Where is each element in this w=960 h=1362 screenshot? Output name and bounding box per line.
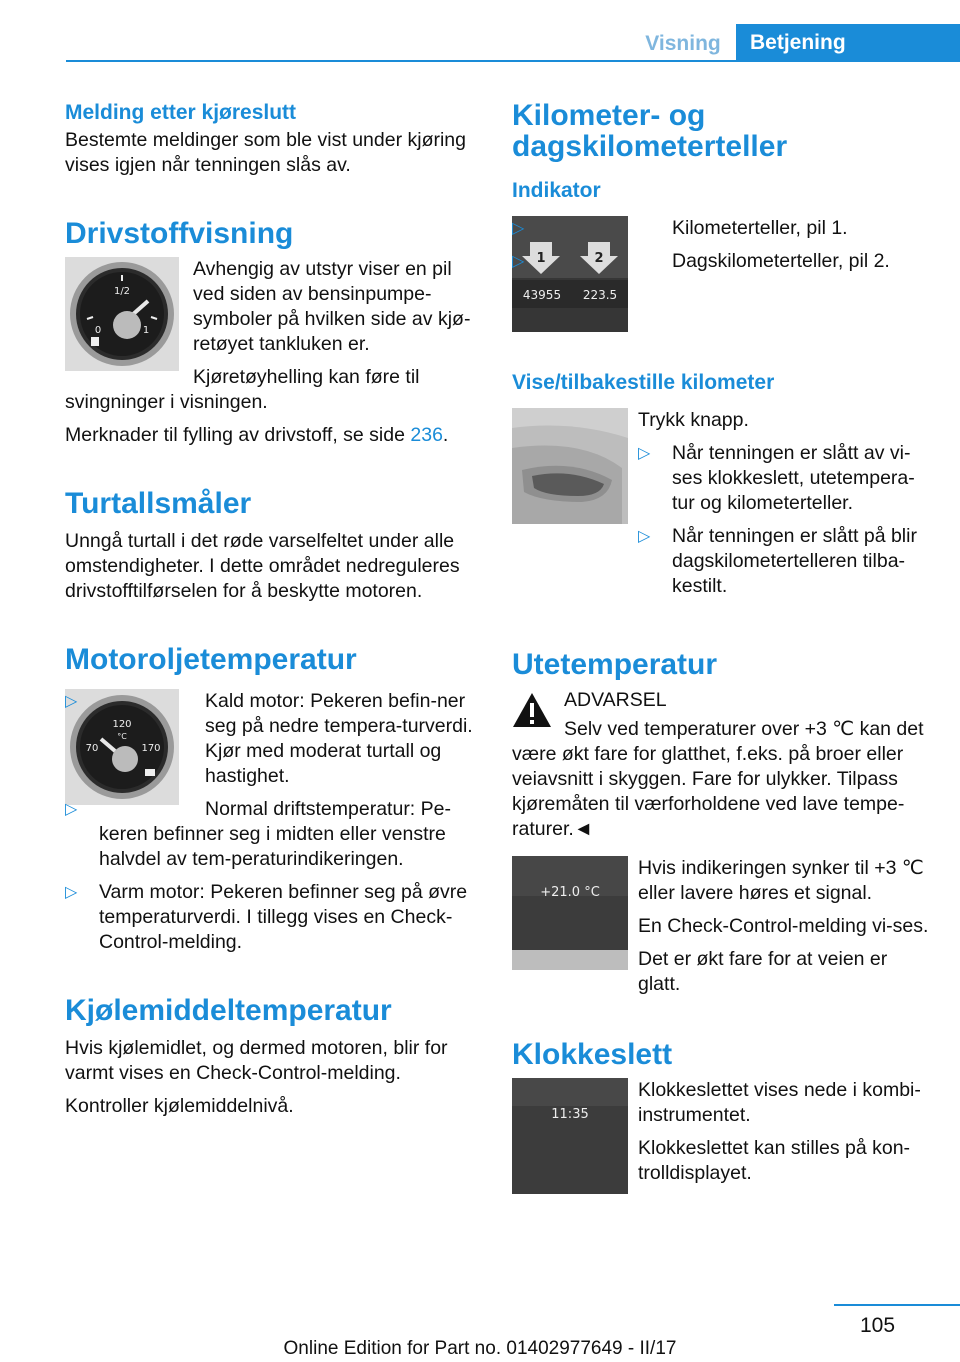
list-item (638, 524, 930, 599)
arrow-2-label: 2 (594, 251, 604, 266)
fuel-gauge-zero-label: 0 (94, 325, 102, 336)
reset-button-figure (512, 408, 628, 524)
page-header (0, 0, 960, 62)
fuel-page-link[interactable]: 236 (410, 424, 443, 446)
arrow-1-label: 1 (536, 251, 546, 266)
temp-display-figure (512, 856, 628, 970)
list-item-text: Når tenningen er slått på blir dagskilometertelleren tilba-kestilt. (672, 525, 917, 597)
section-title-drivstoff: Drivstoffvisning (65, 217, 294, 250)
triangle-bullet-icon: ▷ (638, 445, 651, 462)
triangle-bullet-icon: ▷ (65, 801, 78, 818)
fuel-text-3 (65, 423, 480, 448)
section-title-melding: Melding etter kjøreslutt (65, 101, 297, 124)
temp-display-icon (512, 856, 628, 970)
triangle-bullet-icon: ▷ (512, 253, 525, 270)
fuel-ref-text: Merknader til fylling av drivstoff, se side (65, 424, 411, 446)
page-number: 105 (860, 1314, 896, 1337)
list-item (65, 689, 480, 789)
clock-display-figure (512, 1078, 628, 1194)
clock-text-2: Klokkeslettet kan stilles på kon-trolldisplayet. (638, 1137, 911, 1184)
list-item (65, 797, 480, 872)
tab-visning[interactable]: Visning (645, 32, 721, 55)
footer-rule (834, 1304, 960, 1306)
fuel-gauge-figure (65, 257, 179, 371)
temp-text-3: Det er økt fare for at veien er glatt. (638, 948, 888, 995)
reset-knob-icon (512, 408, 628, 524)
oil-gauge-unit-label: °C (117, 732, 127, 741)
clock-display-icon (512, 1078, 628, 1194)
fuel-ref-end: . (442, 424, 449, 446)
warning-triangle-icon (512, 692, 552, 728)
list-item-text: Kilometerteller, pil 1. (672, 217, 848, 239)
right-column (512, 100, 930, 1202)
edition-footer: Online Edition for Part no. 01402977649 - II/17 (283, 1338, 677, 1359)
triangle-bullet-icon: ▷ (65, 884, 78, 901)
fuel-gauge-one-label: 1 (142, 325, 150, 336)
header-rule (66, 60, 960, 62)
oil-gauge-120-label: 120 (112, 719, 132, 730)
temp-text-2: En Check-Control-melding vi-ses. (638, 915, 929, 937)
warning-text: Selv ved temperaturer over +3 ℃ kan det være økt fare for glatthet, f.eks. på broer eller veiavsnitt i skyggen. Fare for ulykker. Tilpass kjøremåten til værforholdene ved lave tempe-raturer.◄ (512, 718, 924, 840)
reset-list (638, 441, 930, 607)
triangle-bullet-icon: ▷ (638, 528, 651, 545)
section-title-klokkeslett: Klokkeslett (512, 1038, 673, 1071)
oil-gauge-170-label: 170 (141, 743, 161, 754)
section-text-melding: Bestemte meldinger som ble vist under kjøring vises igjen når tenningen slås av. (65, 129, 466, 176)
clock-text-1: Klokkeslettet vises nede i kombi-instrumentet. (638, 1079, 921, 1126)
oil-gauge-70-label: 70 (85, 743, 99, 754)
odometer-value: 43955 (522, 288, 562, 302)
list-item (638, 441, 930, 516)
fuel-gauge-half-label: 1/2 (113, 286, 131, 297)
section-title-vise: Vise/tilbakestille kilometer (512, 371, 775, 394)
section-title-utetemperatur: Utetemperatur (512, 648, 718, 681)
list-item (512, 249, 930, 274)
warning-label: ADVARSEL (564, 689, 667, 711)
list-item-text: Normal driftstemperatur: Pe-keren befinner seg i midten eller venstre halvdel av tem-peraturindikeringen. (99, 798, 451, 870)
list-item-text: Når tenningen er slått av vi-ses klokkeslett, utetempera-tur og kilometerteller. (672, 442, 915, 514)
clock-display-value: 11:35 (551, 1107, 589, 1122)
tab-betjening[interactable]: Betjening (736, 24, 960, 62)
subtitle-indikator: Indikator (512, 179, 601, 202)
section-text-turtall: Unngå turtall i det røde varselfeltet under alle omstendigheter. I dette området nedreguleres drivstofftilførselen for å beskytte motoren. (65, 530, 460, 602)
triangle-bullet-icon: ▷ (512, 220, 525, 237)
reset-text: Trykk knapp. (638, 409, 749, 431)
fuel-gauge-icon (65, 257, 179, 371)
list-item (512, 216, 930, 241)
temp-text-1: Hvis indikeringen synker til +3 ℃ eller lavere høres et signal. (638, 857, 924, 904)
left-column (65, 100, 480, 1127)
fuel-text-2: Kjøretøyhelling kan føre til svingninger i visningen. (65, 366, 420, 413)
section-title-kjolemiddel: Kjølemiddeltemperatur (65, 994, 392, 1027)
oil-list (65, 689, 480, 872)
temp-display-value: +21.0 °C (540, 885, 600, 900)
section-title-turtall: Turtallsmåler (65, 487, 252, 520)
list-item-text: Dagskilometerteller, pil 2. (672, 250, 890, 272)
section-title-motorolje: Motoroljetemperatur (65, 643, 357, 676)
oil-list-2 (65, 880, 480, 955)
trip-value: 223.5 (582, 288, 618, 302)
fuel-text-1: Avhengig av utstyr viser en pil ved siden av bensinpumpe-symboler på hvilken side av kjø-retøyet tankluken er. (193, 258, 471, 355)
coolant-text-1: Hvis kjølemidlet, og dermed motoren, blir for varmt vises en Check-Control-melding. (65, 1037, 448, 1084)
list-item (65, 880, 480, 955)
coolant-text-2: Kontroller kjølemiddelnivå. (65, 1095, 294, 1117)
list-item-text: Varm motor: Pekeren befinner seg på øvre temperaturverdi. I tillegg vises en Check-Control-melding. (99, 881, 468, 953)
warning-icon-wrap (512, 692, 552, 733)
section-title-kilometer: Kilometer- og dagskilometerteller (512, 99, 788, 163)
triangle-bullet-icon: ▷ (65, 693, 78, 710)
list-item-text: Kald motor: Pekeren befin-ner seg på nedre tempera-turverdi. Kjør med moderat turtall og hastighet. (205, 690, 473, 787)
